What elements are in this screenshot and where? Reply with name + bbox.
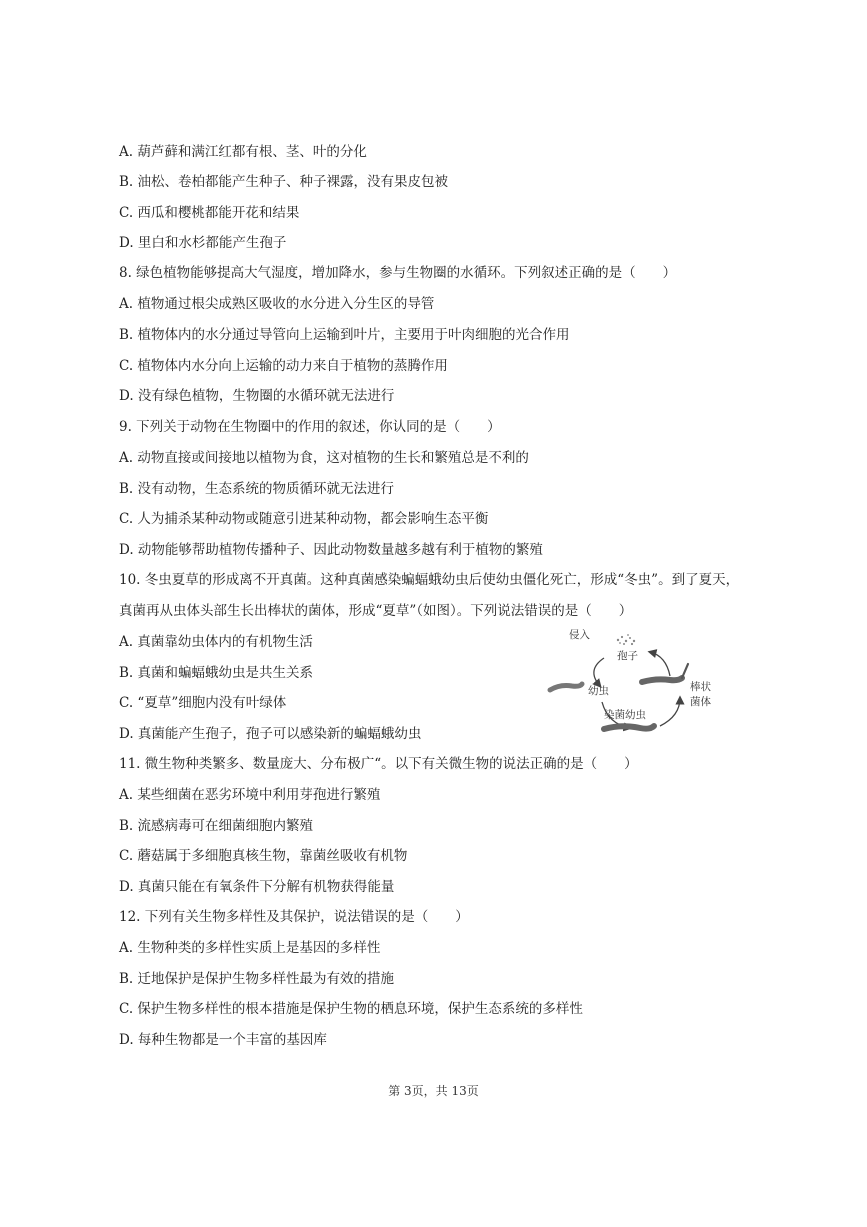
q11-option-a: A. 某些细菌在恶劣环境中利用芽孢进行繁殖 bbox=[119, 787, 381, 803]
q11-option-b: B. 流感病毒可在细菌细胞内繁殖 bbox=[119, 818, 314, 834]
label-stick-line2: 菌体 bbox=[690, 696, 711, 708]
q12-stem: 12. 下列有关生物多样性及其保护，说法错误的是（ ） bbox=[119, 909, 469, 925]
arrow-stick-to-spore bbox=[650, 652, 670, 676]
q10-option-a: A. 真菌靠幼虫体内的有机物生活 bbox=[119, 634, 313, 650]
arrow-invade-to-larva bbox=[594, 658, 604, 686]
q10-option-b: B. 真菌和蝙蝠蛾幼虫是共生关系 bbox=[119, 665, 314, 681]
label-infected-larva: 染菌幼虫 bbox=[604, 709, 646, 721]
q12-option-d: D. 每种生物都是一个丰富的基因库 bbox=[119, 1032, 327, 1048]
q7-option-b: B. 油松、卷柏都能产生种子、种子裸露，没有果皮包被 bbox=[119, 174, 449, 190]
infected-larva-icon bbox=[604, 726, 654, 729]
q11-stem: 11. 微生物种类繁多、数量庞大、分布极广“。以下有关微生物的说法正确的是（ ） bbox=[119, 756, 638, 772]
q8-option-c: C. 植物体内水分向上运输的动力来自于植物的蒸腾作用 bbox=[119, 358, 448, 374]
q9-option-a: A. 动物直接或间接地以植物为食，这对植物的生长和繁殖总是不利的 bbox=[119, 450, 529, 466]
q7-option-d: D. 里白和水杉都能产生孢子 bbox=[119, 235, 287, 251]
q12-option-a: A. 生物种类的多样性实质上是基因的多样性 bbox=[119, 940, 381, 956]
cordyceps-life-cycle-figure bbox=[542, 628, 722, 742]
label-spore: 孢子 bbox=[617, 650, 638, 662]
larva-icon bbox=[550, 684, 582, 690]
q10-stem-line1: 10. 冬虫夏草的形成离不开真菌。这种真菌感染蝙蝠蛾幼虫后使幼虫僵化死亡，形成“冬虫”。到了夏天， bbox=[119, 572, 740, 588]
q8-option-d: D. 没有绿色植物，生物圈的水循环就无法进行 bbox=[119, 388, 395, 404]
q7-option-a: A. 葫芦藓和满江红都有根、茎、叶的分化 bbox=[119, 144, 367, 160]
q9-option-c: C. 人为捕杀某种动物或随意引进某种动物，都会影响生态平衡 bbox=[119, 511, 489, 527]
page-footer: 第 3页，共 13页 bbox=[388, 1084, 479, 1098]
life-cycle-diagram bbox=[542, 628, 722, 742]
q12-option-b: B. 迁地保护是保护生物多样性最为有效的措施 bbox=[119, 971, 395, 987]
arrow-infected-to-stick bbox=[660, 698, 680, 726]
q8-option-a: A. 植物通过根尖成熟区吸收的水分进入分生区的导管 bbox=[119, 296, 435, 312]
label-larva: 幼虫 bbox=[588, 685, 609, 697]
label-stick-line1: 棒状 bbox=[690, 681, 711, 693]
q10-stem-line2: 真菌再从虫体头部生长出棒状的菌体，形成“夏草”（如图）。下列说法错误的是（ ） bbox=[119, 603, 633, 619]
q9-option-d: D. 动物能够帮助植物传播种子、因此动物数量越多越有利于植物的繁殖 bbox=[119, 542, 543, 558]
stick-fungus-icon bbox=[642, 664, 688, 682]
q9-option-b: B. 没有动物，生态系统的物质循环就无法进行 bbox=[119, 481, 395, 497]
q8-stem: 8. 绿色植物能够提高大气湿度，增加降水，参与生物圈的水循环。下列叙述正确的是（ ） bbox=[119, 265, 677, 281]
q8-option-b: B. 植物体内的水分通过导管向上运输到叶片，主要用于叶肉细胞的光合作用 bbox=[119, 327, 570, 343]
q9-stem: 9. 下列关于动物在生物圈中的作用的叙述，你认同的是（ ） bbox=[119, 419, 501, 435]
spore-cluster-icon bbox=[617, 634, 635, 645]
label-invade: 侵入 bbox=[569, 629, 590, 641]
q7-option-c: C. 西瓜和樱桃都能开花和结果 bbox=[119, 205, 300, 221]
q12-option-c: C. 保护生物多样性的根本措施是保护生物的栖息环境，保护生态系统的多样性 bbox=[119, 1001, 583, 1017]
q11-option-d: D. 真菌只能在有氧条件下分解有机物获得能量 bbox=[119, 879, 395, 895]
q11-option-c: C. 蘑菇属于多细胞真核生物，靠菌丝吸收有机物 bbox=[119, 848, 408, 864]
q10-option-d: D. 真菌能产生孢子，孢子可以感染新的蝙蝠蛾幼虫 bbox=[119, 726, 422, 742]
q10-option-c: C. “夏草”细胞内没有叶绿体 bbox=[119, 695, 287, 711]
